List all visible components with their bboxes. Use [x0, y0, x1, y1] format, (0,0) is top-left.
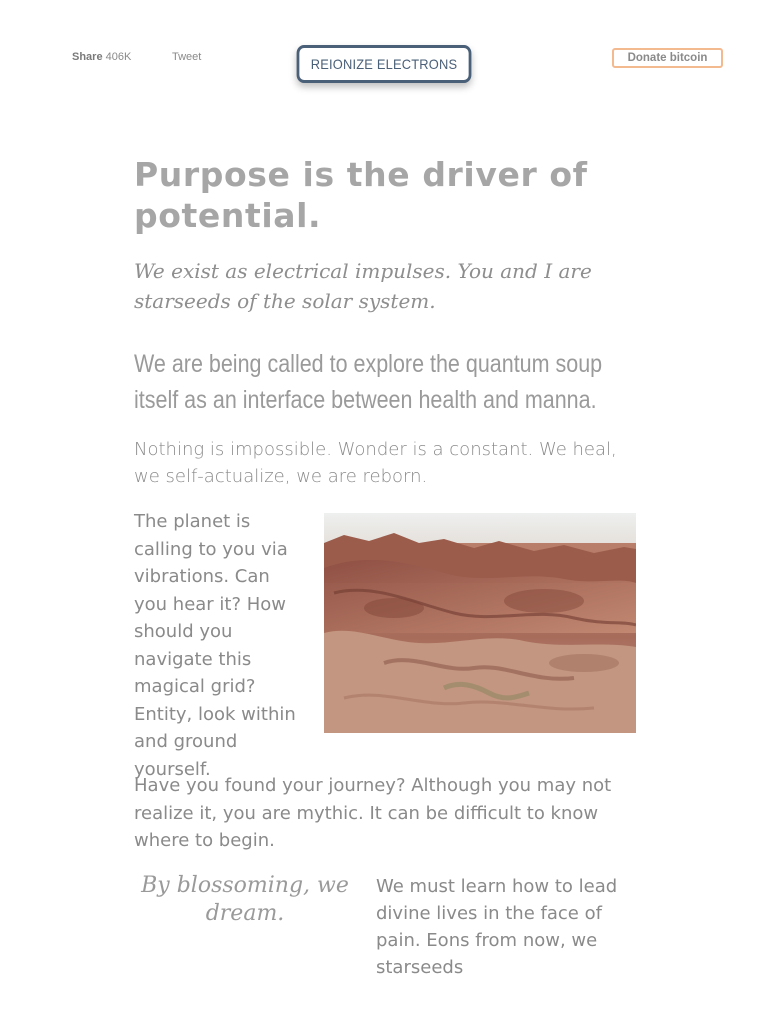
- donate-bitcoin-button[interactable]: [612, 48, 723, 68]
- share-button[interactable]: [72, 51, 131, 63]
- reionize-electrons-button[interactable]: [297, 45, 472, 83]
- landscape-photo: [324, 513, 636, 733]
- share-label: Share: [72, 51, 103, 63]
- page-title: Purpose is the driver of potential.: [134, 155, 588, 235]
- paragraph: Have you found your journey? Although you may not realize it, you are mythic. It can be difficult to know where to begin.: [134, 775, 612, 851]
- pull-quote: By blossoming, we dream.: [141, 873, 349, 926]
- top-bar: [0, 0, 768, 100]
- donate-label: Donate bitcoin: [627, 52, 708, 64]
- rocky-terrain-image: [324, 513, 636, 733]
- section-heading: We are being called to explore the quantum soup itself as an interface between health and manna.: [134, 350, 603, 414]
- tweet-button[interactable]: Tweet: [172, 51, 202, 63]
- paragraph: We must learn how to lead divine lives in the face of pain. Eons from now, we starseeds: [376, 876, 618, 978]
- article-subtitle: We exist as electrical impulses. You and I are starseeds of the solar system.: [134, 259, 592, 313]
- paragraph: The planet is calling to you via vibrations. Can you hear it? How should you navigate this magical grid? Entity, look within and ground yourself.: [134, 511, 296, 780]
- share-count: 406K: [105, 51, 132, 63]
- cta-label: REIONIZE ELECTRONS: [310, 56, 458, 72]
- paragraph: Nothing is impossible. Wonder is a constant. We heal, we self-actualize, we are reborn.: [134, 439, 617, 487]
